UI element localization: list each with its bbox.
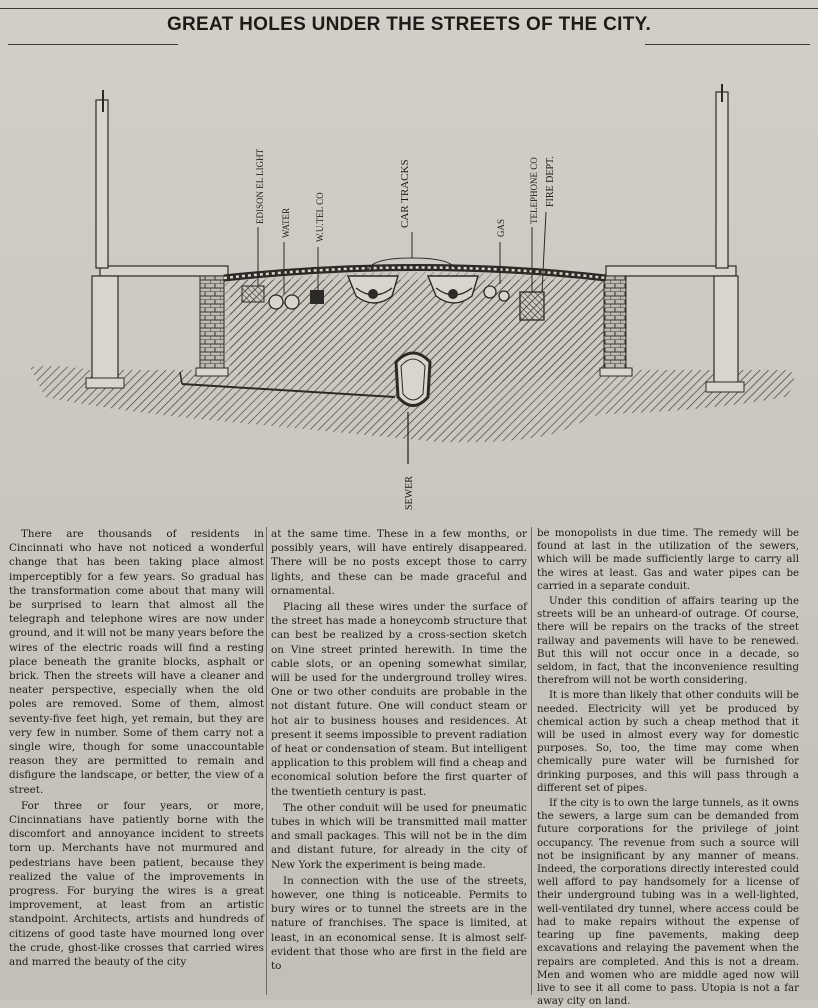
article-column-1 (9, 527, 264, 995)
article-column-3 (537, 527, 799, 1008)
paragraph: There are thousands of residents in Cincinnati who have not noticed a wonderful change that has been taking place almost imperceptibly for a few years. So gradual has the transformation come about that many will be surprised to learn that almost all the telegraph and telephone wires are now under ground, and it will not be many years before the wires of the electric roads will find a resting place beneath the granite blocks, asphalt or brick. Then the streets will have a cleaner and neater perspective, especially when the old poles are removed. Some of them, almost seventy-five feet high, yet remain, but they are very few in number. Some of them carry not a single wire, though for some unaccountable reason they are permitted to remain and disfigure the landscape, or better, the view of a street. (9, 528, 264, 796)
paragraph: at the same time. These in a few months, or possibly years, will have entirely disappeared. There will be no posts except those to carry lights, and these can be made graceful and ornamental. (271, 528, 527, 597)
paragraph: The other conduit will be used for pneumatic tubes in which will be transmitted mail matter and small packages. This will not be in the dim and distant future, for already in the city of New York the experiment is being made. (271, 801, 527, 871)
label-edison: EDISON EL LIGHT (255, 148, 265, 224)
paragraph: If the city is to own the large tunnels, as it owns the sewers, a large sum can be demanded from future corporations for the privilege of joint occupancy. The revenue from such a source will not be insignificant by any manner of means. Indeed, the corporations directly interested could well afford to pay handsomely for a license of their underground tubing was in a well-lighted, well-ventilated dry tunnel, where access could be had to make repairs without the expense of tearing up fine pavements, making deep excavations and relaying the pavement when the repairs are completed. And this is not a dream. Men and women who are middle aged now will live to see it all come to pass. Utopia is not a far away city on land. (537, 798, 799, 1008)
wutel-conduit (310, 290, 324, 304)
label-sewer: SEWER (404, 476, 415, 510)
top-rule (0, 8, 818, 9)
headline: GREAT HOLES UNDER THE STREETS OF THE CITY. (166, 14, 652, 35)
paragraph: In connection with the use of the streets, however, one thing is noticeable. Permits to bury wires or to tunnel the streets are in the nature of franchises. The space is limited, at least, in an economical sense. It is almost self-evident that those who are first in the field are to (271, 874, 527, 973)
pole-left (96, 100, 108, 268)
label-fire-dept: FIRE DEPT. (545, 156, 556, 207)
paragraph: Placing all these wires under the surface of the street has made a honeycomb structure that can best be realized by a cross-section sketch on Vine street printed herewith. In time the cable slots, or an opening somewhat similar, will be used for the underground trolley wires. One or two other conduits are probable in the not distant future. One will conduct steam or hot air to business houses and residences. At present it seems impossible to prevent radiation of heat or condensation of steam. But intelligent application to this problem will find a cheap and economical solution before the first quarter of the twentieth century is past. (271, 601, 527, 798)
headline-rule-left (8, 44, 178, 45)
column-divider-2 (531, 527, 532, 995)
gas-pipe-1 (484, 286, 496, 298)
label-telephone: TELEPHONE CO (529, 157, 539, 224)
column-divider-1 (266, 527, 267, 995)
pole-right (716, 92, 728, 268)
foundation-right (714, 276, 738, 386)
vault-wall-right (604, 276, 626, 368)
label-car-tracks: CAR TRACKS (399, 159, 411, 228)
paragraph: For three or four years, or more, Cincinnatians have patiently borne with the discomfort and annoyance incident to streets torn up. Merchants have not murmured and pedestrians have been patient, because they realized the value of the improvements in progress. For burying the wires is a great improvement, at least from an artistic standpoint. Architects, artists and hundreds of citizens of good taste have mourned long over the crude, ghost-like crosses that carried wires and marred the beauty of the city (9, 799, 264, 969)
vault-wall-left (200, 276, 224, 368)
label-wutel: W.U.TEL CO (315, 192, 325, 242)
street-cross-section-diagram (0, 52, 818, 522)
article-column-2 (271, 527, 527, 995)
headline-rule-right (645, 44, 810, 45)
gas-pipe-2 (499, 291, 509, 301)
label-water: WATER (281, 208, 291, 238)
sidewalk-left (100, 266, 228, 276)
paragraph: It is more than likely that other conduits will be needed. Electricity will yet be produced by chemical action by such a cheap method that it will be used in almost every way for domestic purposes. So, too, the time may come when chemically pure water will be furnished for drinking purposes, and this will pass through a different set of pipes. (537, 690, 799, 794)
paragraph: be monopolists in due time. The remedy will be found at last in the utilization of the sewers, which will be made sufficiently large to carry all the wires at least. Gas and water pipes can be carried in a separate conduit. (537, 528, 799, 592)
sewer-pipe (396, 353, 430, 406)
label-gas: GAS (496, 218, 506, 237)
edison-conduit (242, 286, 264, 302)
foundation-left (92, 276, 118, 384)
water-pipe-2 (285, 295, 299, 309)
paragraph: Under this condition of affairs tearing up the streets will be an unheard-of outrage. Of course, there will be repairs on the tracks of the street railway and pavements will have to be renewed. But this will not occur once in a decade, so seldom, in fact, that the inconvenience resulting therefrom will not be worth considering. (537, 596, 799, 687)
telephone-conduit (520, 292, 544, 320)
water-pipe-1 (269, 295, 283, 309)
